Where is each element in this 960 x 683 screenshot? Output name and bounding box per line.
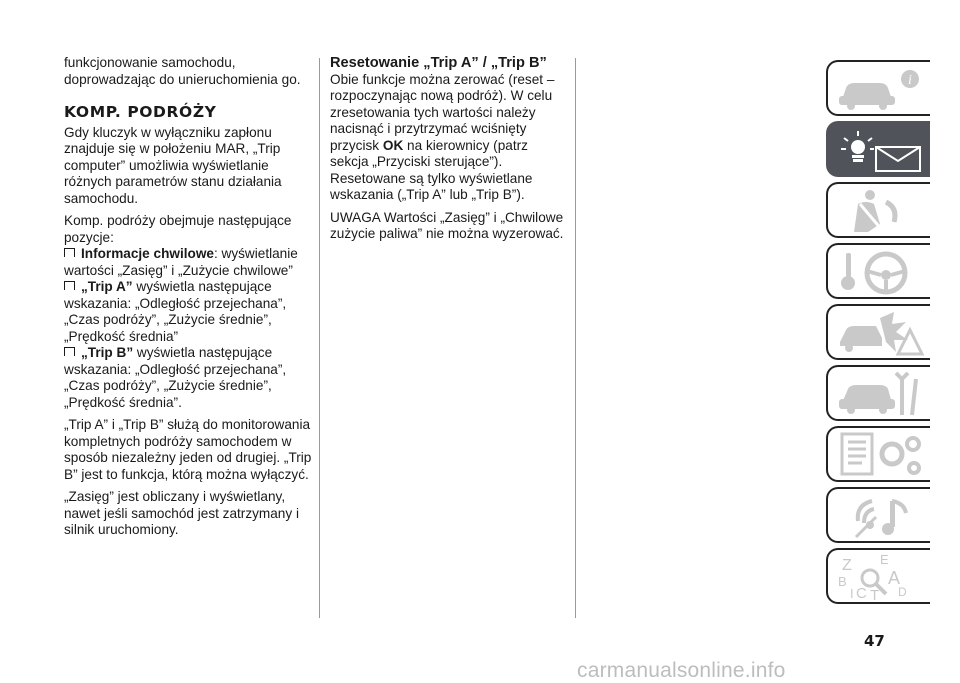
svg-text:T: T: [870, 587, 880, 600]
bullet-icon: [64, 281, 75, 290]
svg-text:I: I: [850, 586, 854, 600]
chapter-tabs: [826, 60, 930, 609]
seat-safety-icon: [836, 188, 926, 234]
svg-text:E: E: [880, 554, 889, 567]
bullet-icon: [64, 347, 75, 356]
car-maintenance-icon: [836, 371, 926, 417]
svg-text:Z: Z: [842, 557, 852, 574]
tab-starting-driving[interactable]: [826, 243, 930, 299]
svg-text:C: C: [856, 585, 867, 600]
tab-safety[interactable]: [826, 182, 930, 238]
tab-warning-lights[interactable]: [826, 121, 930, 177]
car-info-icon: [836, 66, 926, 112]
paragraph: „Trip A” i „Trip B” służą do monitorowania kompletnych podróży samochodem w sposób niezależny jeden od drugiej. „Trip B” jest to funkcja, którą można wyłączyć.: [64, 417, 312, 482]
emergency-crash-icon: [836, 310, 926, 356]
list-item: [64, 246, 314, 279]
tab-maintenance[interactable]: [826, 365, 930, 421]
warning-lights-messages-icon: [836, 127, 926, 173]
list-item: [64, 345, 314, 411]
technical-data-gear-icon: [836, 432, 926, 478]
paragraph: UWAGA Wartości „Zasięg” i „Chwilowe zużycie paliwa” nie można wyzerować.: [330, 209, 564, 241]
bullet-icon: [64, 248, 75, 257]
list-item-title: „Trip B”: [81, 345, 134, 360]
paragraph: Komp. podróży obejmuje następujące pozycje:: [64, 213, 292, 245]
list-item-text: wyświetla następujące wskazania: „Odległość przejechana”, „Czas podróży”, „Zużycie średnie”, „Prędkość średnia”.: [64, 345, 287, 410]
subsection-heading: Resetowanie „Trip A” / „Trip B”: [330, 55, 547, 71]
list-item: [64, 279, 314, 345]
tab-alphabetical-index[interactable]: [826, 548, 930, 604]
section-heading: KOMP. PODRÓŻY: [64, 103, 217, 121]
text-column-left: [64, 55, 314, 545]
svg-text:D: D: [898, 585, 907, 599]
svg-text:i: i: [908, 73, 912, 88]
paragraph: Gdy kluczyk w wyłączniku zapłonu znajduje się w położeniu MAR, „Trip computer” umożliwia wyświetlanie różnych parametrów stanu działania samochodu.: [64, 124, 282, 206]
list-item-title: „Trip A”: [81, 279, 133, 294]
alphabetical-index-icon: [836, 554, 926, 600]
list-item-title: Informacje chwilowe: [81, 246, 214, 261]
intro-paragraph: funkcjonowanie samochodu, doprowadzając do unieruchomienia go.: [64, 55, 301, 87]
list-item-text: : wyświetlanie wartości „Zasięg” i „Zużycie chwilowe”: [64, 246, 298, 278]
ok-button-label: OK: [382, 137, 404, 153]
page-number: 47: [864, 632, 885, 650]
tab-car-info[interactable]: [826, 60, 930, 116]
watermark-link[interactable]: carmanualsonline.info: [577, 659, 786, 682]
tab-technical-data[interactable]: [826, 426, 930, 482]
column-divider: [575, 58, 576, 618]
multimedia-icon: [836, 493, 926, 539]
list-item-text: wyświetla następujące wskazania: „Odległość przejechana”, „Czas podróży”, „Zużycie średnie”, „Prędkość średnia”: [64, 279, 287, 344]
paragraph: Obie funkcje można zerować (reset – rozpoczynając nową podróż). W celu zresetowania tych wartości należy nacisnąć i przytrzymać wciśnięty przycisk OK na kierownicy (patrz sekcja „Przyciski sterujące”). Resetowane są tylko wyświetlane wskazania („Trip A” lub „Trip B”).: [330, 71, 555, 202]
svg-text:B: B: [838, 574, 847, 589]
key-steering-wheel-icon: [836, 249, 926, 295]
paragraph: „Zasięg” jest obliczany i wyświetlany, nawet jeśli samochód jest zatrzymany i silnik uruchomiony.: [64, 489, 299, 537]
svg-text:A: A: [888, 568, 901, 588]
text-column-right: [330, 55, 570, 249]
tab-multimedia[interactable]: [826, 487, 930, 543]
column-divider: [319, 58, 320, 618]
tab-emergency[interactable]: [826, 304, 930, 360]
